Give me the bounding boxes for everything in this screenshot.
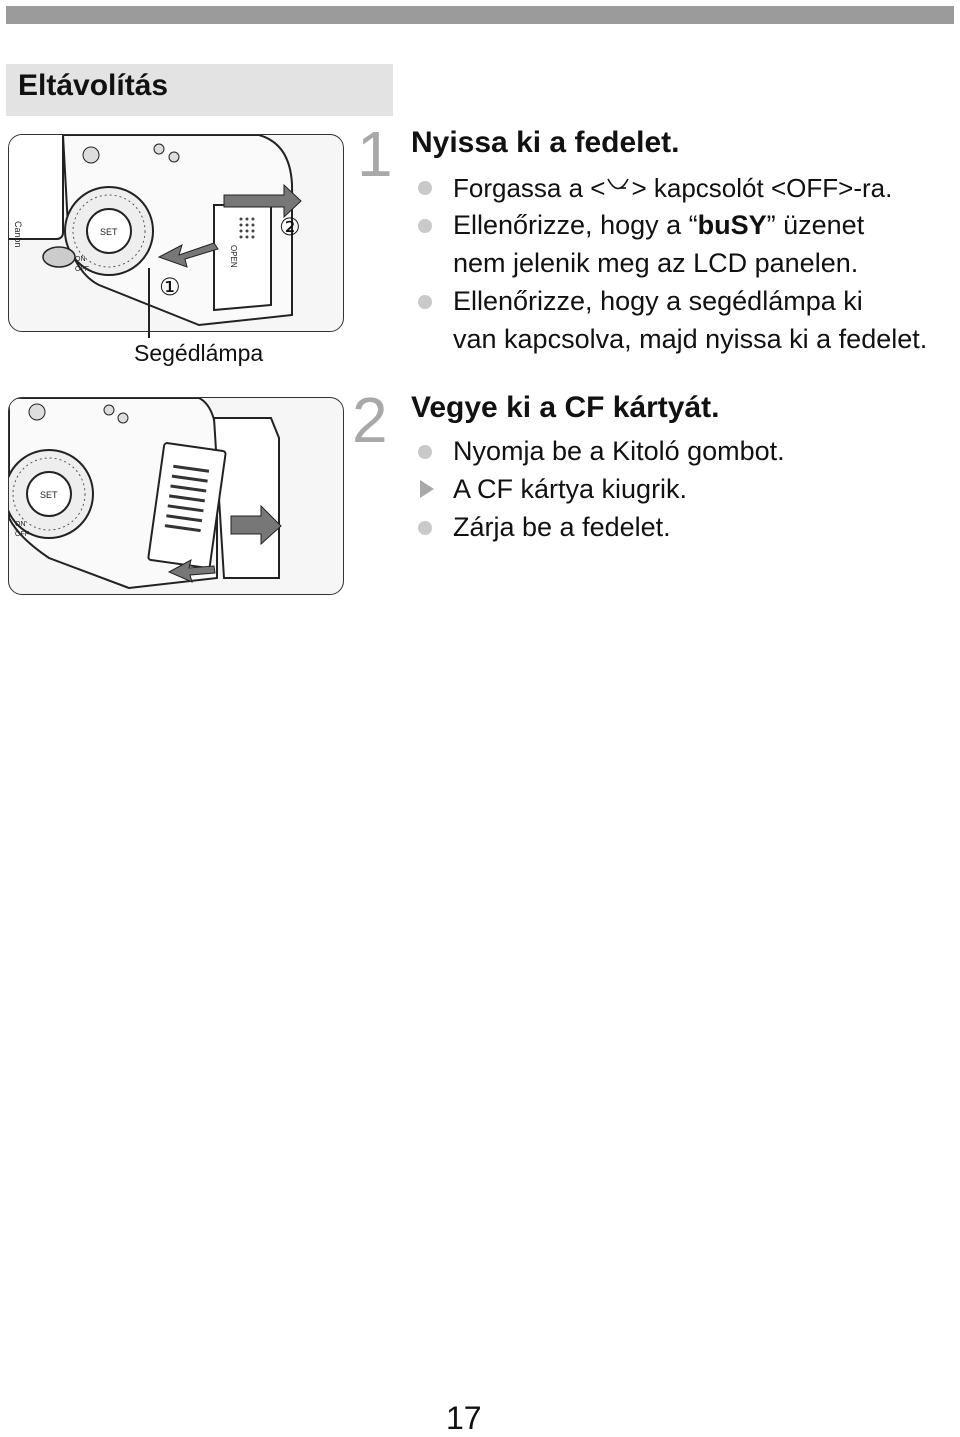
step-2-item-2: A CF kártya kiugrik. [453, 474, 688, 504]
marker-1: ① [159, 273, 181, 301]
step-2-item-3: Zárja be a fedelet. [453, 512, 671, 542]
on-label: ON [15, 521, 26, 528]
step-1-item-2: Ellenőrizze, hogy a “buSY” üzenet [453, 210, 865, 240]
set-button-label: SET [100, 227, 118, 237]
step-1-item-1: Forgassa a < > kapcsolót <OFF>-ra. [453, 173, 893, 203]
page-number: 17 [446, 1400, 482, 1436]
section-header [6, 64, 393, 116]
step-1-number: 1 [357, 118, 393, 190]
result-arrow-icon [420, 480, 434, 498]
brand-logo: Canon [13, 221, 23, 248]
step-2-item-1: Nyomja be a Kitoló gombot. [453, 436, 785, 466]
camera-illustration-open-cover [8, 134, 344, 332]
step-1-title: Nyissa ki a fedelet. [411, 126, 680, 159]
section-title: Eltávolítás [18, 69, 169, 102]
bullet-icon [418, 219, 432, 233]
busy-message: buSY [697, 210, 767, 240]
step-1-item-2-line-2: nem jelenik meg az LCD panelen. [453, 248, 859, 278]
power-switch-icon [605, 173, 631, 203]
open-label: OPEN [229, 245, 238, 268]
top-bar [6, 6, 954, 24]
step-2-title: Vegye ki a CF kártyát. [411, 391, 720, 424]
on-label: ON [75, 256, 86, 263]
off-label: OFF [75, 266, 89, 273]
step-2-number: 2 [352, 384, 388, 456]
bullet-icon [418, 181, 432, 195]
callout-label: Segédlámpa [134, 340, 264, 366]
bullet-icon [418, 521, 432, 535]
bullet-icon [418, 295, 432, 309]
step-1-item-3: Ellenőrizze, hogy a segédlámpa ki [453, 286, 863, 316]
bullet-icon [418, 445, 432, 459]
off-label: OFF [15, 531, 29, 538]
marker-2: ② [279, 213, 301, 241]
set-button-label: SET [40, 490, 58, 500]
step-1-item-3-line-2: van kapcsolva, majd nyissa ki a fedelet. [453, 324, 928, 354]
camera-illustration-eject-card [8, 397, 344, 595]
callout-line [148, 268, 150, 338]
